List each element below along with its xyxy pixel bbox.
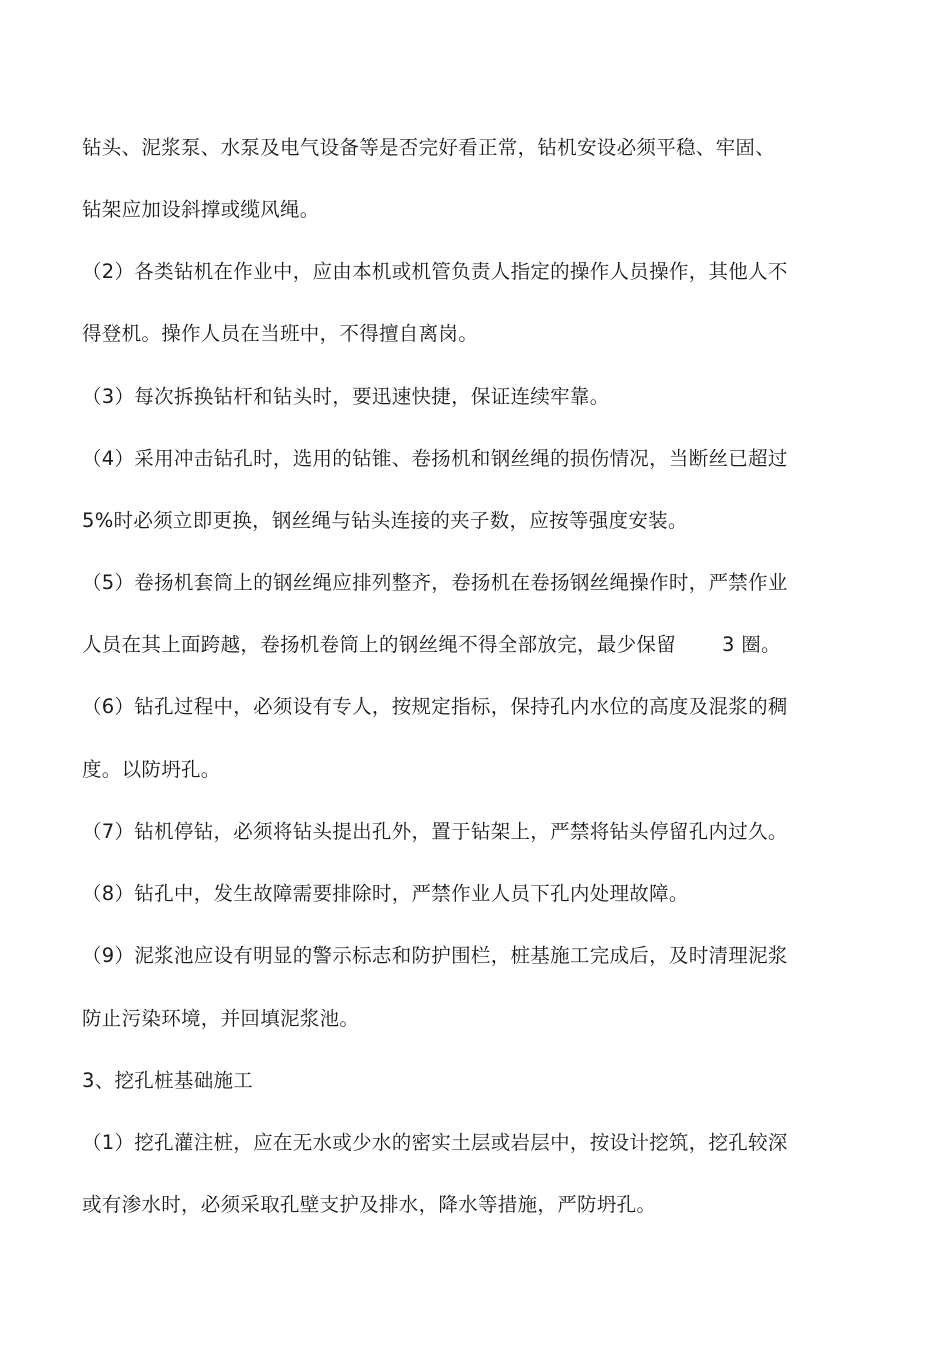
- text-line: （4）采用冲击钻孔时，选用的钻锥、卷扬机和钢丝绳的损伤情况，当断丝已超过: [82, 447, 788, 470]
- text-line: 钻头、泥浆泵、水泵及电气设备等是否完好看正常，钻机安设必须平稳、牢固、: [82, 136, 776, 159]
- text-line: （2）各类钻机在作业中，应由本机或机管负责人指定的操作人员操作，其他人不: [82, 260, 788, 283]
- text-line: （9）泥浆池应设有明显的警示标志和防护围栏，桩基施工完成后，及时清理泥浆: [82, 944, 788, 967]
- text-line: （6）钻孔过程中，必须设有专人，按规定指标，保持孔内水位的高度及混浆的稠: [82, 695, 788, 718]
- text-line-part: 人员在其上面跨越，卷扬机卷筒上的钢丝绳不得全部放完，最少保留: [82, 633, 677, 656]
- text-line: （5）卷扬机套筒上的钢丝绳应排列整齐，卷扬机在卷扬钢丝绳操作时，严禁作业: [82, 571, 788, 594]
- text-line: （3）每次拆换钻杆和钻头时，要迅速快捷，保证连续牢靠。: [82, 385, 610, 408]
- section-heading: 3、挖孔桩基础施工: [82, 1069, 254, 1092]
- text-line: [82, 631, 781, 659]
- text-line-part: 3 圈。: [722, 633, 781, 656]
- text-line: 度。以防坍孔。: [82, 758, 221, 781]
- text-line: 防止污染环境，并回填泥浆池。: [82, 1007, 360, 1030]
- text-line: （8）钻孔中，发生故障需要排除时，严禁作业人员下孔内处理故障。: [82, 882, 689, 905]
- text-line: 钻架应加设斜撑或缆风绳。: [82, 198, 320, 221]
- text-line: （1）挖孔灌注桩，应在无水或少水的密实土层或岩层中，按设计挖筑，挖孔较深: [82, 1131, 788, 1154]
- text-line: （7）钻机停钻，必须将钻头提出孔外，置于钻架上，严禁将钻头停留孔内过久。: [82, 820, 788, 843]
- text-line: 5%时必须立即更换，钢丝绳与钻头连接的夹子数，应按等强度安装。: [82, 509, 688, 532]
- text-line: 或有渗水时，必须采取孔壁支护及排水，降水等措施，严防坍孔。: [82, 1193, 657, 1216]
- text-line: 得登机。操作人员在当班中，不得擅自离岗。: [82, 322, 479, 345]
